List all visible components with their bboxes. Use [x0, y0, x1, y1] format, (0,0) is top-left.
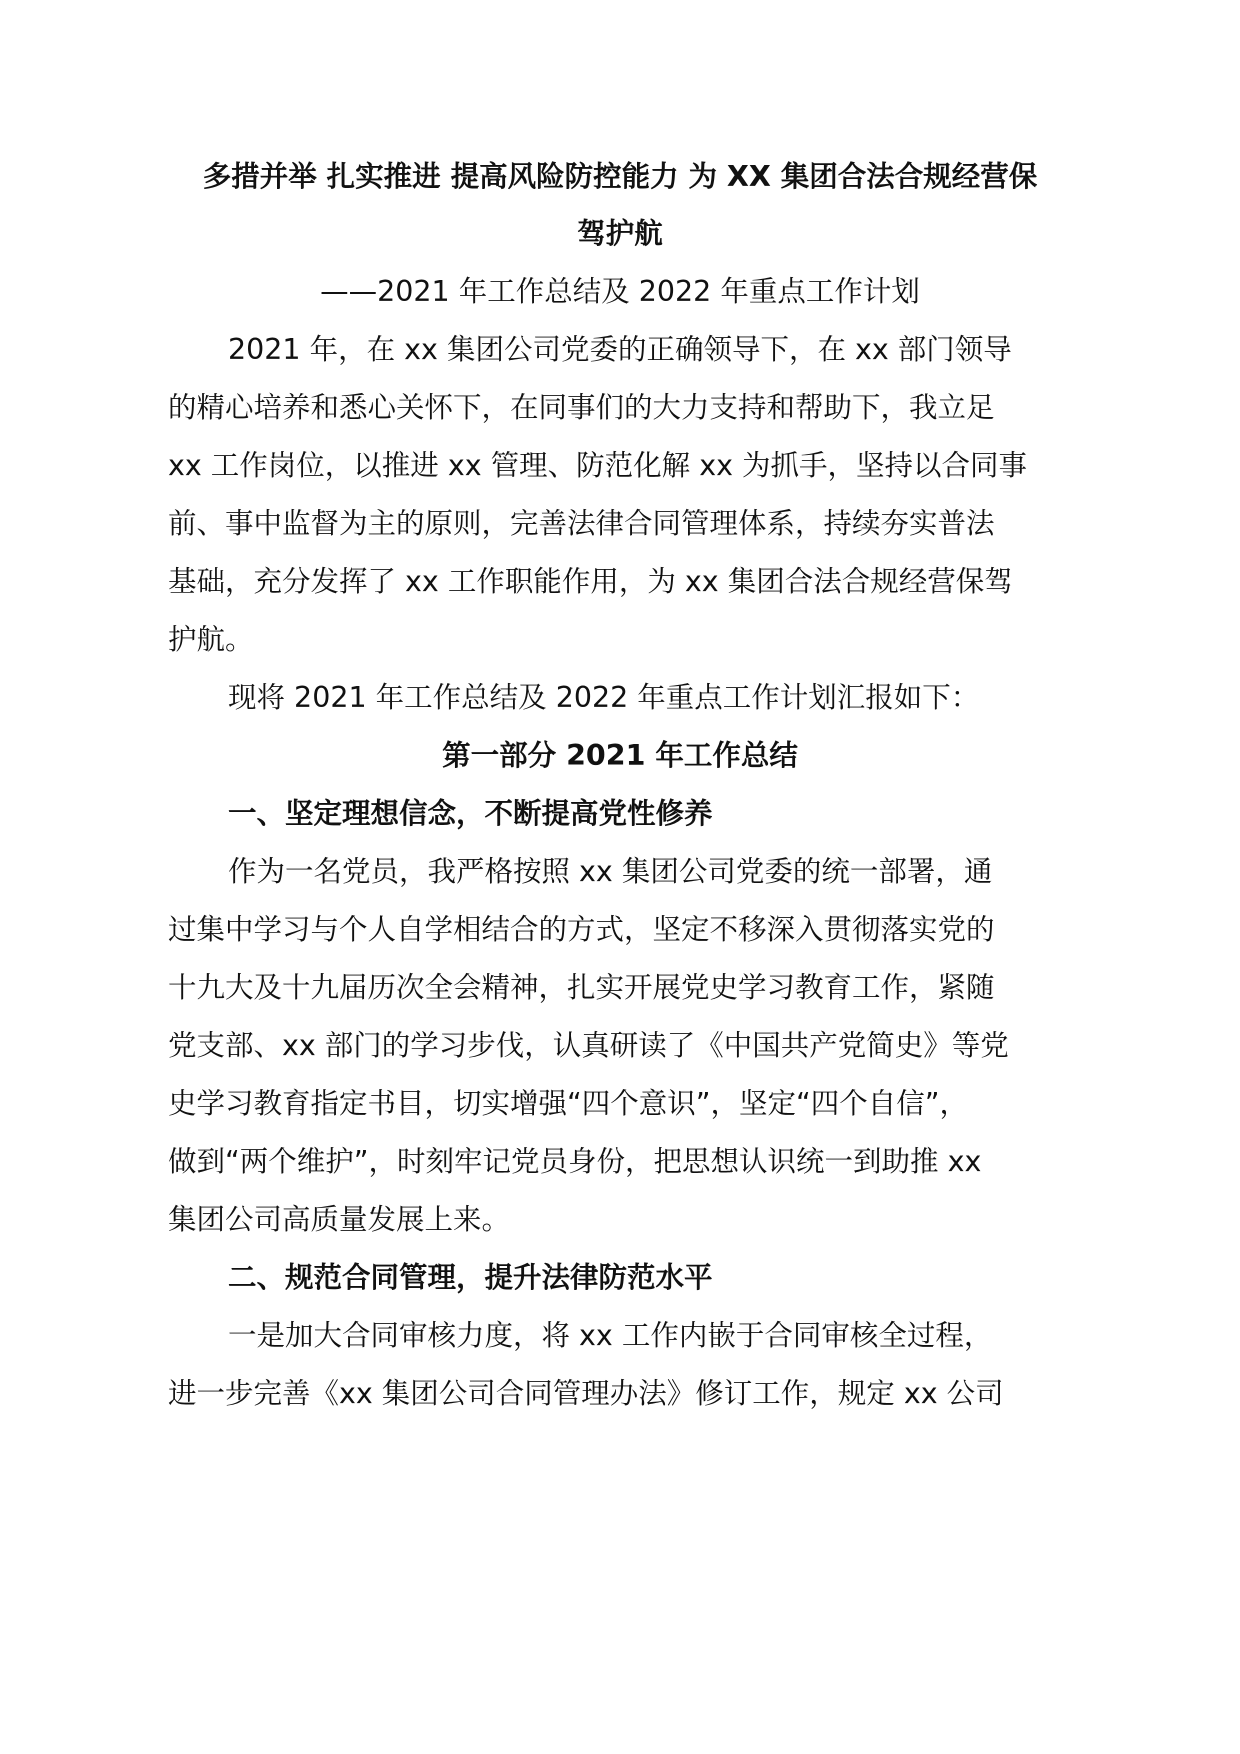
intro-line: 的精心培养和悉心关怀下，在同事们的大力支持和帮助下，我立足: [168, 391, 995, 424]
section1-line: 集团公司高质量发展上来。: [168, 1203, 511, 1236]
section1-line: 作为一名党员，我严格按照 xx 集团公司党委的统一部署，通: [228, 855, 993, 888]
intro-line: 2021 年，在 xx 集团公司党委的正确领导下，在 xx 部门领导: [228, 333, 1012, 366]
section1-line: 十九大及十九届历次全会精神，扎实开展党史学习教育工作，紧随: [168, 971, 995, 1004]
intro-line: xx 工作岗位，以推进 xx 管理、防范化解 xx 为抓手，坚持以合同事: [168, 449, 1027, 482]
section2-line: 一是加大合同审核力度，将 xx 工作内嵌于合同审核全过程，: [228, 1319, 993, 1352]
doc-title-line-1: 多措并举 扎实推进 提高风险防控能力 为 XX 集团合法合规经营保: [202, 160, 1038, 193]
intro-line: 基础，充分发挥了 xx 工作职能作用，为 xx 集团合法合规经营保驾: [168, 565, 1013, 598]
section1-line: 史学习教育指定书目，切实增强“四个意识”，坚定“四个自信”，: [168, 1087, 969, 1120]
section2-line: 进一步完善《xx 集团公司合同管理办法》修订工作，规定 xx 公司: [168, 1377, 1004, 1410]
section1-line: 过集中学习与个人自学相结合的方式，坚定不移深入贯彻落实党的: [168, 913, 995, 946]
doc-title-line-2: 驾护航: [577, 217, 663, 250]
intro-line: 护航。: [168, 623, 254, 656]
section1-heading: 一、坚定理想信念，不断提高党性修养: [228, 797, 713, 830]
intro-line: 前、事中监督为主的原则，完善法律合同管理体系，持续夯实普法: [168, 507, 995, 540]
doc-subtitle: ——2021 年工作总结及 2022 年重点工作计划: [320, 275, 920, 308]
report-line: 现将 2021 年工作总结及 2022 年重点工作计划汇报如下：: [228, 681, 980, 714]
part1-heading: 第一部分 2021 年工作总结: [442, 739, 798, 772]
section2-heading: 二、规范合同管理，提升法律防范水平: [228, 1261, 713, 1294]
section1-line: 做到“两个维护”，时刻牢记党员身份，把思想认识统一到助推 xx: [168, 1145, 982, 1178]
section1-line: 党支部、xx 部门的学习步伐，认真研读了《中国共产党简史》等党: [168, 1029, 1009, 1062]
